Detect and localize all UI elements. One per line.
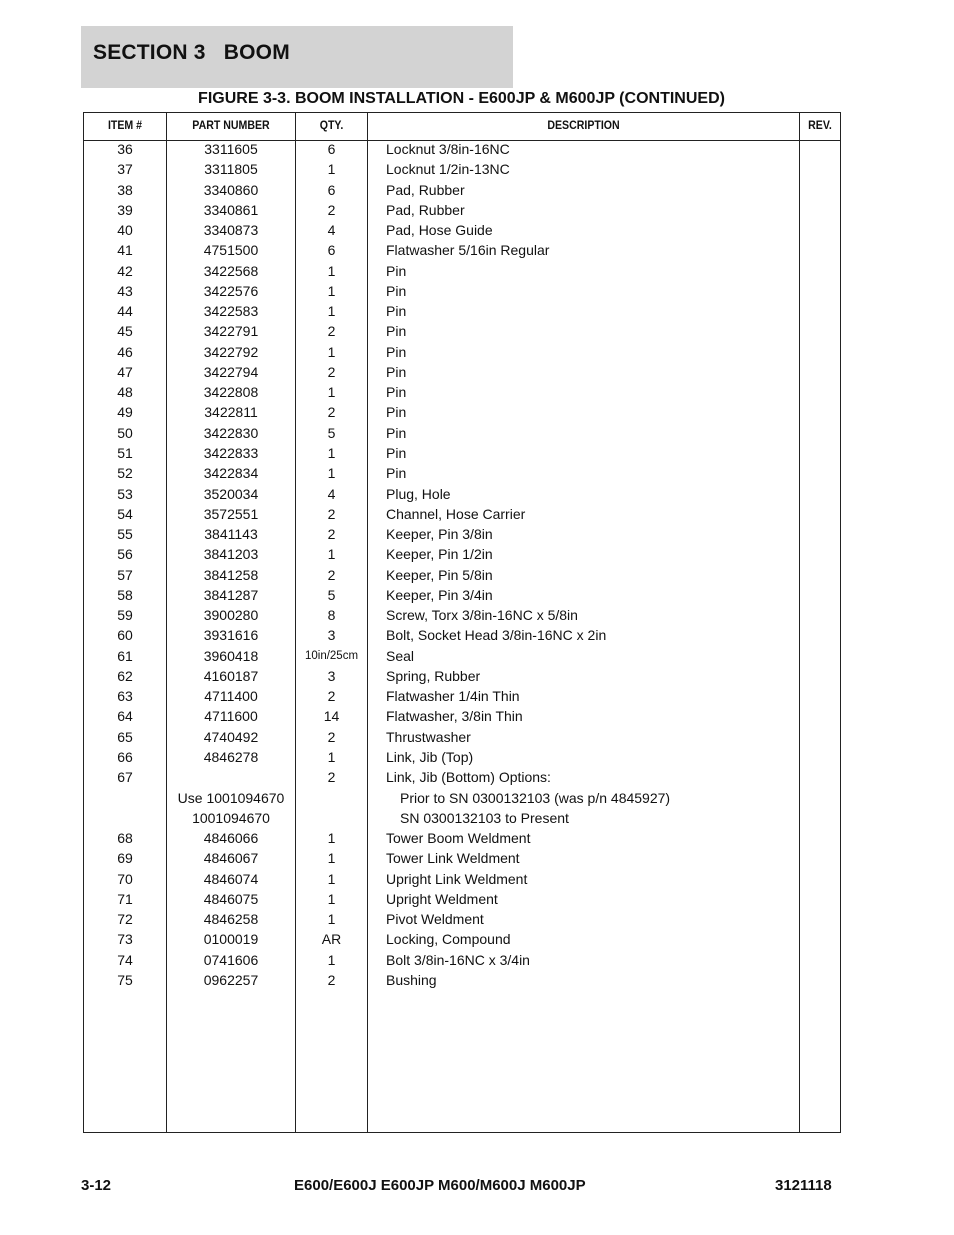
description-cell: Bolt, Socket Head 3/8in-16NC x 2in (386, 627, 607, 644)
part-number-cell: 3572551 (203, 505, 259, 522)
table-row (84, 688, 840, 708)
qty-cell: 2 (327, 404, 336, 421)
part-number-cell: 4846258 (203, 911, 259, 928)
table-row (84, 323, 840, 343)
description-cell: Pin (386, 424, 407, 441)
table-row (84, 182, 840, 202)
description-cell: Flatwasher 5/16in Regular (386, 242, 550, 259)
table-row (84, 790, 840, 810)
qty-cell: AR (321, 931, 342, 948)
part-number-cell: Use 1001094670 (177, 789, 285, 806)
item-cell: 63 (117, 688, 133, 705)
table-row (84, 972, 840, 992)
part-number-cell: 3931616 (203, 627, 259, 644)
item-cell: 58 (117, 586, 133, 603)
description-cell: Tower Link Weldment (386, 850, 520, 867)
qty-cell: 1 (327, 951, 336, 968)
description-cell: Screw, Torx 3/8in-16NC x 5/8in (386, 607, 578, 624)
description-cell: Upright Link Weldment (386, 870, 528, 887)
item-cell: 39 (117, 201, 133, 218)
qty-cell: 1 (327, 890, 336, 907)
qty-cell: 3 (327, 627, 336, 644)
part-number-cell: 3340861 (203, 201, 259, 218)
description-cell: Pad, Rubber (386, 181, 465, 198)
model-list: E600/E600J E600JP M600/M600J M600JP (294, 1177, 586, 1194)
qty-cell: 1 (327, 161, 336, 178)
table-row (84, 830, 840, 850)
qty-cell: 8 (327, 607, 336, 624)
qty-cell: 4 (327, 485, 336, 502)
part-number-cell: 3311605 (204, 141, 258, 157)
qty-cell: 1 (327, 465, 336, 482)
item-cell: 62 (117, 667, 133, 684)
qty-cell: 2 (327, 526, 336, 543)
description-cell: Bolt 3/8in-16NC x 3/4in (386, 951, 530, 968)
qty-cell: 4 (327, 222, 336, 239)
qty-cell: 6 (327, 141, 336, 157)
qty-cell: 1 (327, 282, 336, 299)
description-cell: Locking, Compound (386, 931, 511, 948)
description-cell: Pin (386, 465, 407, 482)
qty-cell: 2 (327, 566, 336, 583)
qty-cell: 1 (327, 911, 336, 928)
qty-cell: 2 (327, 505, 336, 522)
qty-cell: 1 (327, 444, 336, 461)
part-number-cell: 3422833 (203, 444, 259, 461)
item-cell: 46 (117, 343, 133, 360)
header-rev: REV. (808, 120, 832, 132)
description-cell: Pin (386, 303, 407, 320)
item-cell: 57 (117, 566, 133, 583)
qty-cell: 2 (327, 688, 336, 705)
part-number-cell: 4846066 (203, 830, 259, 847)
part-number-cell: 3422811 (204, 404, 258, 421)
item-cell: 71 (117, 890, 133, 907)
description-cell: Flatwasher 1/4in Thin (386, 688, 520, 705)
description-cell: Pad, Rubber (386, 201, 465, 218)
part-number-cell: 0100019 (203, 931, 259, 948)
qty-cell: 1 (327, 830, 336, 847)
item-cell: 53 (117, 485, 133, 502)
part-number-cell: 3422808 (203, 384, 259, 401)
qty-cell: 1 (327, 262, 336, 279)
item-cell: 49 (117, 404, 133, 421)
part-number-cell: 3841143 (204, 526, 258, 543)
table-row (84, 729, 840, 749)
parts-table (83, 112, 841, 1133)
table-row (84, 283, 840, 303)
item-cell: 42 (117, 262, 133, 279)
description-cell: Spring, Rubber (386, 667, 481, 684)
part-number-cell: 4751500 (203, 242, 259, 259)
item-cell: 54 (117, 505, 133, 522)
table-row (84, 810, 840, 830)
table-row (84, 567, 840, 587)
description-cell: Keeper, Pin 3/4in (386, 586, 493, 603)
qty-cell: 2 (327, 323, 336, 340)
qty-cell: 1 (327, 748, 336, 765)
part-number-cell: 4846074 (203, 870, 259, 887)
document-number: 3121118 (775, 1177, 832, 1194)
item-cell: 47 (117, 363, 133, 380)
part-number-cell: 4160187 (203, 667, 259, 684)
qty-cell: 2 (327, 728, 336, 745)
table-row (84, 141, 840, 161)
item-cell: 74 (117, 951, 133, 968)
description-cell: Keeper, Pin 1/2in (386, 546, 493, 563)
table-row (84, 364, 840, 384)
item-cell: 51 (117, 444, 133, 461)
qty-cell: 2 (327, 201, 336, 218)
description-cell: SN 0300132103 to Present (400, 809, 569, 826)
item-cell: 66 (117, 748, 133, 765)
part-number-cell: 3340873 (203, 222, 259, 239)
item-cell: 73 (117, 931, 133, 948)
item-cell: 44 (117, 303, 133, 320)
description-cell: Keeper, Pin 3/8in (386, 526, 493, 543)
table-row (84, 587, 840, 607)
item-cell: 64 (117, 708, 133, 725)
description-cell: Thrustwasher (386, 728, 471, 745)
description-cell: Pivot Weldment (386, 911, 484, 928)
item-cell: 52 (117, 465, 133, 482)
qty-cell: 2 (327, 363, 336, 380)
description-cell: Pin (386, 282, 407, 299)
table-row (84, 850, 840, 870)
description-cell: Locknut 3/8in-16NC (386, 141, 510, 157)
qty-cell: 6 (327, 181, 336, 198)
table-row (84, 648, 840, 668)
page-number: 3-12 (81, 1177, 112, 1194)
description-cell: Pin (386, 343, 407, 360)
item-cell: 40 (117, 222, 133, 239)
qty-cell: 1 (327, 343, 336, 360)
part-number-cell: 4711400 (204, 688, 258, 705)
part-number-cell: 3422830 (203, 424, 259, 441)
header-item: ITEM # (107, 120, 143, 132)
item-cell: 55 (117, 526, 133, 543)
item-cell: 72 (117, 911, 133, 928)
qty-cell: 10in/25cm (304, 649, 359, 662)
description-cell: Tower Boom Weldment (386, 830, 531, 847)
table-row (84, 952, 840, 972)
table-row (84, 344, 840, 364)
qty-cell: 1 (327, 546, 336, 563)
table-row (84, 465, 840, 485)
description-cell: Pin (386, 262, 407, 279)
description-cell: Bushing (386, 971, 437, 988)
description-cell: Channel, Hose Carrier (386, 505, 526, 522)
description-cell: Pad, Hose Guide (386, 222, 493, 239)
table-row (84, 404, 840, 424)
section-banner (81, 26, 513, 88)
description-cell: Plug, Hole (386, 485, 451, 502)
table-row (84, 769, 840, 789)
item-cell: 59 (117, 607, 133, 624)
part-number-cell: 0741606 (203, 951, 259, 968)
table-row (84, 526, 840, 546)
qty-cell: 1 (327, 870, 336, 887)
qty-cell: 1 (327, 850, 336, 867)
qty-cell: 1 (327, 384, 336, 401)
description-cell: Pin (386, 404, 407, 421)
item-cell: 60 (117, 627, 133, 644)
item-cell: 36 (117, 141, 133, 157)
part-number-cell: 4711600 (204, 708, 258, 725)
table-row (84, 708, 840, 728)
description-cell: Link, Jib (Bottom) Options: (386, 769, 551, 786)
section-title: SECTION 3 BOOM (93, 41, 290, 64)
table-row (84, 931, 840, 951)
part-number-cell: 3422568 (203, 262, 259, 279)
item-cell: 68 (117, 830, 133, 847)
figure-title: FIGURE 3-3. BOOM INSTALLATION - E600JP & M600JP (CONTINUED) (198, 90, 725, 107)
part-number-cell: 3841203 (203, 546, 259, 563)
table-row (84, 871, 840, 891)
table-row (84, 263, 840, 283)
table-row (84, 445, 840, 465)
qty-cell: 14 (323, 708, 340, 725)
part-number-cell: 3422834 (203, 465, 259, 482)
table-row (84, 607, 840, 627)
item-cell: 69 (117, 850, 133, 867)
part-number-cell: 3841258 (203, 566, 259, 583)
description-cell: Pin (386, 444, 407, 461)
part-number-cell: 3422576 (203, 282, 259, 299)
table-row (84, 486, 840, 506)
part-number-cell: 3422794 (203, 363, 259, 380)
description-cell: Pin (386, 363, 407, 380)
table-row (84, 425, 840, 445)
description-cell: Pin (386, 323, 407, 340)
part-number-cell: 4740492 (203, 728, 259, 745)
part-number-cell: 3340860 (203, 181, 259, 198)
table-row (84, 911, 840, 931)
description-cell: Seal (386, 647, 415, 664)
description-cell: Keeper, Pin 5/8in (386, 566, 493, 583)
qty-cell: 5 (327, 586, 336, 603)
item-cell: 61 (117, 647, 133, 664)
description-cell: Prior to SN 0300132103 (was p/n 4845927) (400, 789, 671, 806)
description-cell: Link, Jib (Top) (386, 748, 474, 765)
table-row (84, 749, 840, 769)
table-row (84, 668, 840, 688)
item-cell: 65 (117, 728, 133, 745)
item-cell: 75 (117, 971, 133, 988)
part-number-cell: 3520034 (203, 485, 259, 502)
item-cell: 37 (117, 161, 133, 178)
item-cell: 45 (117, 323, 133, 340)
qty-cell: 6 (327, 242, 336, 259)
item-cell: 56 (117, 546, 133, 563)
item-cell: 48 (117, 384, 133, 401)
qty-cell: 3 (327, 667, 336, 684)
table-row (84, 242, 840, 262)
item-cell: 43 (117, 282, 133, 299)
description-cell: Pin (386, 384, 407, 401)
description-cell: Upright Weldment (386, 890, 498, 907)
part-number-cell: 3422583 (203, 303, 259, 320)
item-cell: 67 (117, 769, 133, 786)
part-number-cell: 1001094670 (192, 809, 270, 826)
part-number-cell: 3422792 (203, 343, 259, 360)
part-number-cell: 3900280 (203, 607, 259, 624)
table-row (84, 546, 840, 566)
table-row (84, 202, 840, 222)
table-row (84, 891, 840, 911)
header-description: DESCRIPTION (547, 120, 620, 132)
item-cell: 50 (117, 424, 133, 441)
table-row (84, 303, 840, 323)
part-number-cell: 3960418 (203, 647, 259, 664)
description-cell: Flatwasher, 3/8in Thin (386, 708, 523, 725)
header-part-number: PART NUMBER (192, 120, 270, 132)
qty-cell: 2 (327, 769, 336, 786)
qty-cell: 5 (327, 424, 336, 441)
part-number-cell: 0962257 (203, 971, 259, 988)
header-qty: QTY. (319, 120, 344, 132)
table-row (84, 161, 840, 181)
qty-cell: 1 (327, 303, 336, 320)
table-row (84, 222, 840, 242)
item-cell: 41 (117, 242, 133, 259)
item-cell: 38 (117, 181, 133, 198)
part-number-cell: 3422791 (203, 323, 259, 340)
description-cell: Locknut 1/2in-13NC (386, 161, 510, 178)
part-number-cell: 4846075 (203, 890, 259, 907)
table-row (84, 627, 840, 647)
item-cell: 70 (117, 870, 133, 887)
part-number-cell: 3841287 (203, 586, 259, 603)
table-body (84, 141, 840, 992)
part-number-cell: 3311805 (204, 161, 258, 178)
table-row (84, 506, 840, 526)
qty-cell: 2 (327, 971, 336, 988)
part-number-cell: 4846067 (203, 850, 259, 867)
part-number-cell: 4846278 (203, 748, 259, 765)
table-row (84, 384, 840, 404)
